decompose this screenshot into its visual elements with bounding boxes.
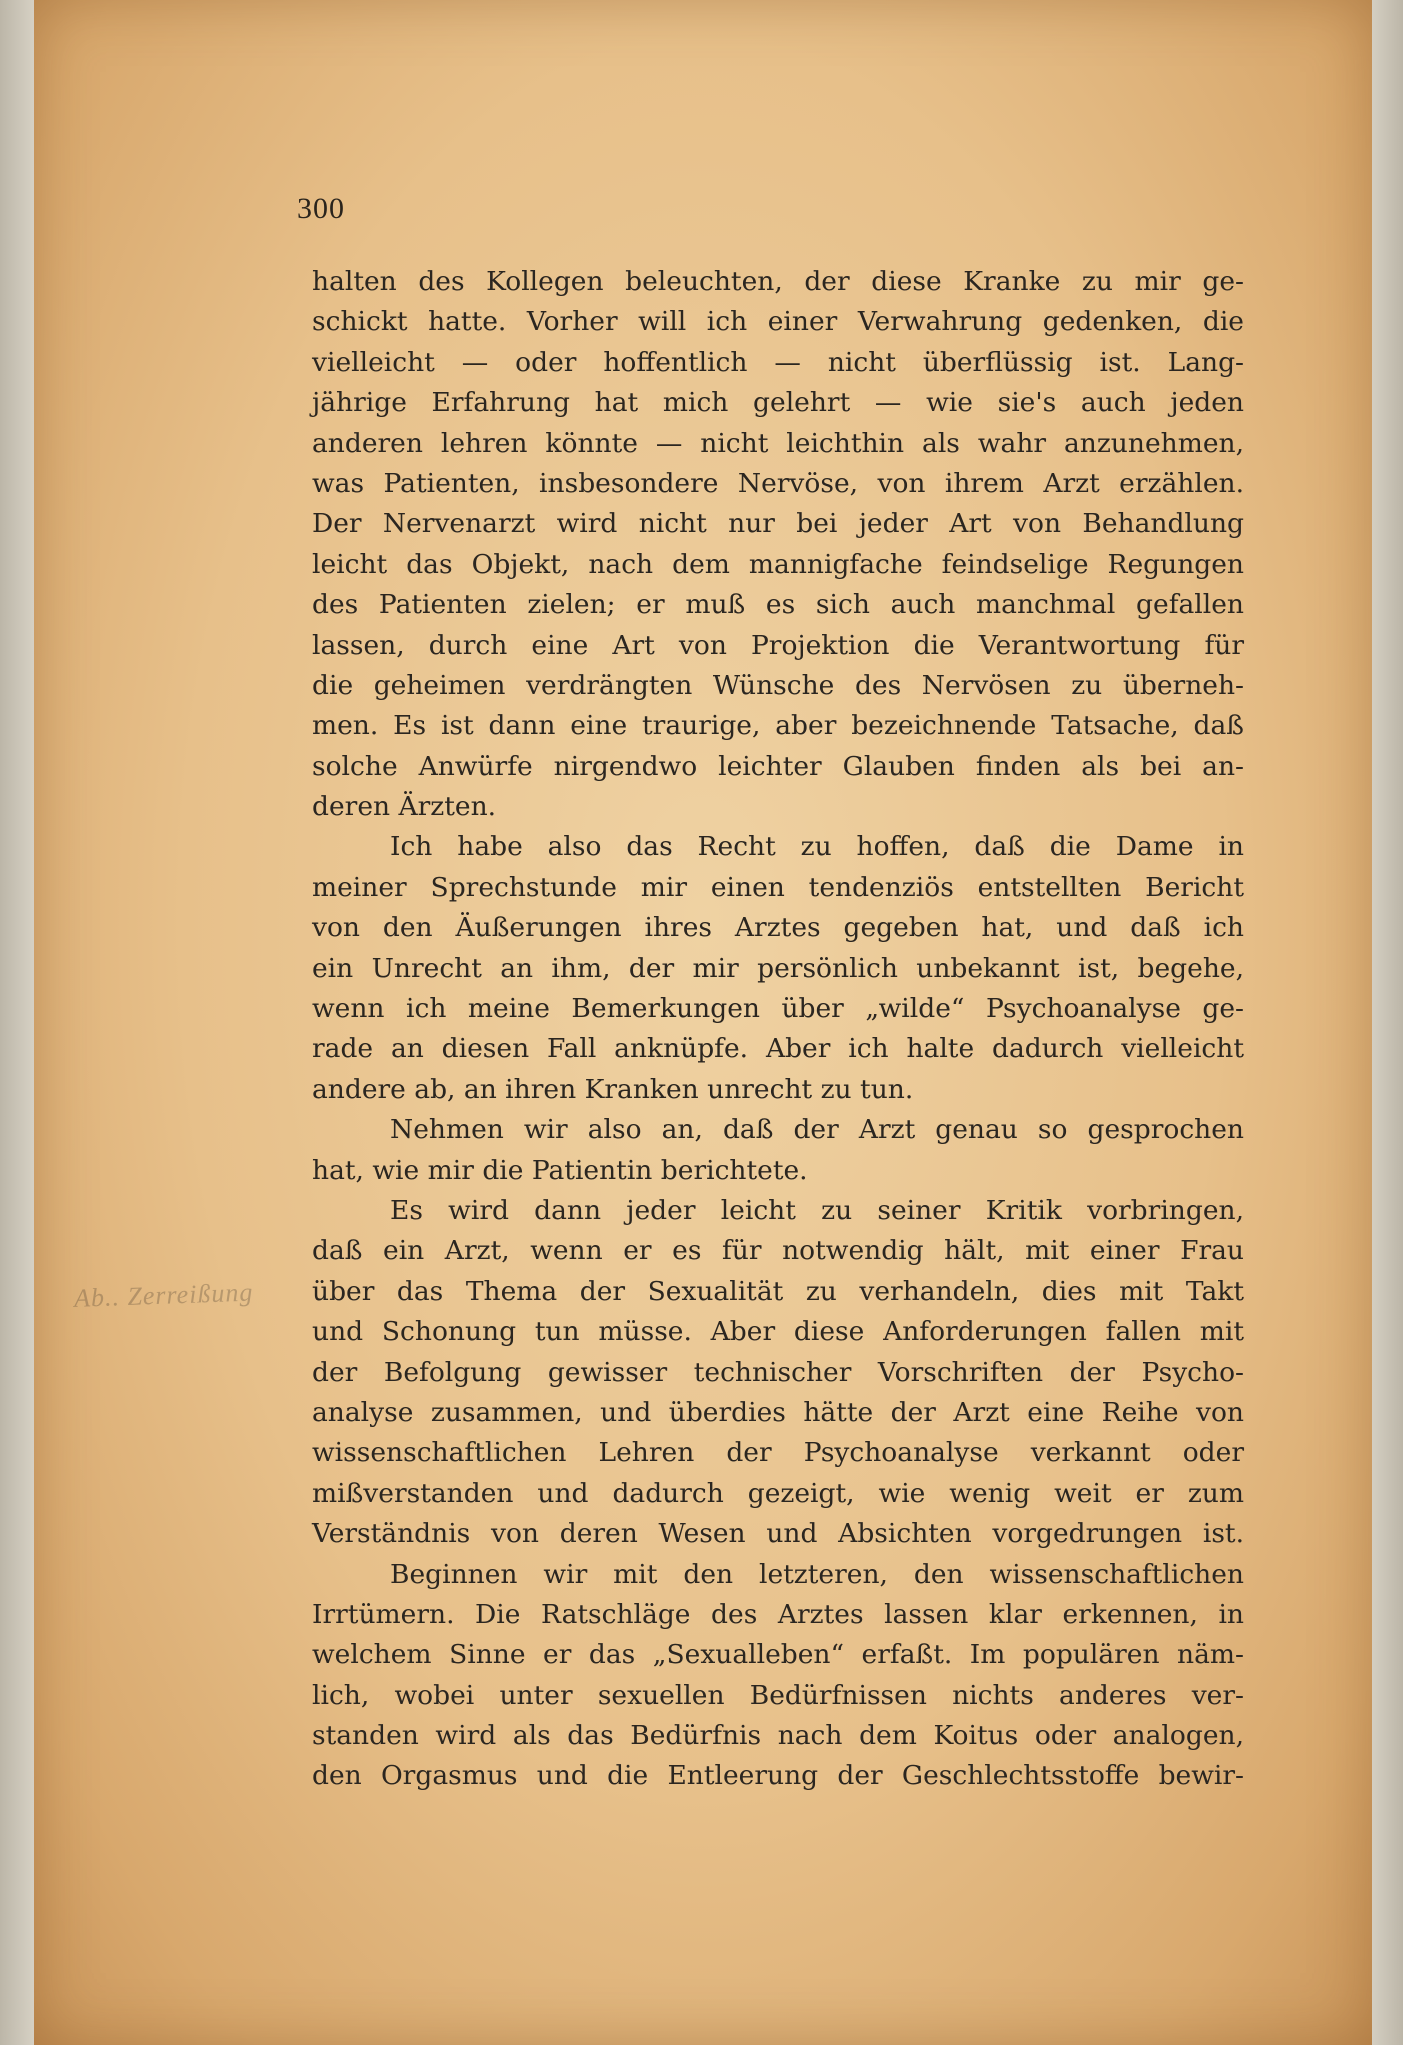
body-text: [312, 262, 1244, 1797]
text-line: Es wird dann jeder leicht zu seiner Kritik vorbringen,: [390, 1194, 1244, 1226]
text-line: meiner Sprechstunde mir einen tendenziös entstellten Bericht: [312, 871, 1244, 903]
handwritten-margin-note: Ab.. Zerreißung: [73, 1277, 254, 1313]
text-line: lassen, durch eine Art von Projektion die Verantwortung für: [312, 629, 1244, 661]
text-line: den Orgasmus und die Entleerung der Geschlechtsstoffe bewir-: [312, 1760, 1244, 1792]
book-page: [34, 0, 1372, 2045]
text-line: über das Thema der Sexualität zu verhandeln, dies mit Takt: [312, 1275, 1244, 1307]
text-line: deren Ärzten.: [312, 791, 497, 823]
page-number: 300: [297, 192, 345, 225]
text-line: von den Äußerungen ihres Arztes gegeben hat, und daß ich: [312, 912, 1244, 944]
text-line: rade an diesen Fall anknüpfe. Aber ich halte dadurch vielleicht: [312, 1033, 1244, 1065]
text-line: men. Es ist dann eine traurige, aber bezeichnende Tatsache, daß: [312, 710, 1244, 742]
text-line: wenn ich meine Bemerkungen über „wilde“ Psychoanalyse ge-: [312, 993, 1244, 1025]
text-line: Verständnis von deren Wesen und Absichten vorgedrungen ist.: [312, 1518, 1244, 1550]
text-line: vielleicht — oder hoffentlich — nicht überflüssig ist. Lang-: [312, 346, 1244, 378]
text-line: andere ab, an ihren Kranken unrecht zu tun.: [312, 1073, 914, 1105]
text-line: daß ein Arzt, wenn er es für notwendig hält, mit einer Frau: [312, 1235, 1244, 1267]
text-line: schickt hatte. Vorher will ich einer Verwahrung gedenken, die: [312, 306, 1244, 338]
text-line: standen wird als das Bedürfnis nach dem Koitus oder analogen,: [312, 1720, 1244, 1752]
text-line: hat, wie mir die Patientin berichtete.: [312, 1154, 808, 1186]
text-line: des Patienten zielen; er muß es sich auch manchmal gefallen: [312, 589, 1244, 621]
text-line: mißverstanden und dadurch gezeigt, wie wenig weit er zum: [312, 1477, 1244, 1509]
text-line: jährige Erfahrung hat mich gelehrt — wie sie's auch jeden: [312, 387, 1244, 419]
text-line: der Befolgung gewisser technischer Vorschriften der Psycho-: [312, 1356, 1244, 1388]
text-line: Ich habe also das Recht zu hoffen, daß die Dame in: [390, 831, 1244, 863]
text-line: Nehmen wir also an, daß der Arzt genau so gesprochen: [390, 1114, 1244, 1146]
text-line: die geheimen verdrängten Wünsche des Nervösen zu überneh-: [312, 669, 1244, 701]
text-line: welchem Sinne er das „Sexualleben“ erfaßt. Im populären näm-: [312, 1639, 1244, 1671]
text-line: analyse zusammen, und überdies hätte der Arzt eine Reihe von: [312, 1396, 1244, 1428]
text-line: wissenschaftlichen Lehren der Psychoanalyse verkannt oder: [312, 1437, 1244, 1469]
text-line: Der Nervenarzt wird nicht nur bei jeder Art von Behandlung: [312, 508, 1244, 540]
text-line: Beginnen wir mit den letzteren, den wissenschaftlichen: [390, 1558, 1244, 1590]
text-line: lich, wobei unter sexuellen Bedürfnissen nichts anderes ver-: [312, 1679, 1244, 1711]
text-line: Irrtümern. Die Ratschläge des Arztes lassen klar erkennen, in: [312, 1598, 1244, 1630]
text-line: leicht das Objekt, nach dem mannigfache feindselige Regungen: [312, 548, 1244, 580]
text-line: halten des Kollegen beleuchten, der diese Kranke zu mir ge-: [312, 266, 1244, 297]
text-line: ein Unrecht an ihm, der mir persönlich unbekannt ist, begehe,: [312, 952, 1244, 984]
text-line: und Schonung tun müsse. Aber diese Anforderungen fallen mit: [312, 1316, 1244, 1348]
text-line: solche Anwürfe nirgendwo leichter Glauben finden als bei an-: [312, 750, 1244, 782]
text-line: anderen lehren könnte — nicht leichthin als wahr anzunehmen,: [312, 427, 1244, 459]
text-line: was Patienten, insbesondere Nervöse, von ihrem Arzt erzählen.: [312, 467, 1244, 499]
